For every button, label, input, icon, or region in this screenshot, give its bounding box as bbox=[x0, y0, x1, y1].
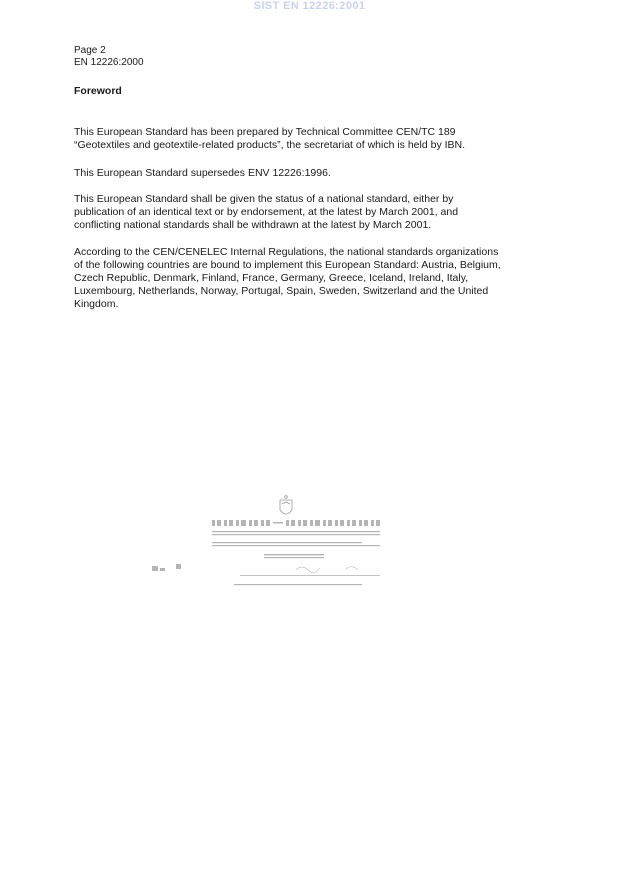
paragraph-line: This European Standard has been prepared by Technical Committee CEN/TC 189 bbox=[74, 126, 456, 138]
paragraph-line: This European Standard shall be given the status of a national standard, either by bbox=[74, 193, 454, 205]
page-number: Page 2 bbox=[74, 45, 106, 56]
paragraph-line: conflicting national standards shall be withdrawn at the latest by March 2001. bbox=[74, 219, 432, 231]
paragraph-line: of the following countries are bound to implement this European Standard: Austria, Belgium, bbox=[74, 259, 501, 271]
paragraph-line: “Geotextiles and geotextile-related products”, the secretariat of which is held by IBN. bbox=[74, 139, 466, 151]
paragraph-countries bbox=[74, 246, 554, 311]
document-watermark: SIST EN 12226:2001 bbox=[253, 0, 366, 12]
paragraph-status bbox=[74, 193, 554, 232]
section-title: Foreword bbox=[74, 85, 122, 97]
paragraph-line: Kingdom. bbox=[74, 298, 119, 310]
paragraph-line: According to the CEN/CENELEC Internal Regulations, the national standards organizations bbox=[74, 246, 499, 258]
paragraph-line: publication of an identical text or by endorsement, at the latest by March 2001, and bbox=[74, 206, 459, 218]
official-seal-stamp-icon bbox=[146, 494, 396, 594]
document-id: EN 12226:2000 bbox=[74, 57, 144, 68]
paragraph-supersedes: This European Standard supersedes ENV 12226:1996. bbox=[74, 167, 331, 179]
paragraph-committee bbox=[74, 126, 554, 152]
page-header bbox=[74, 45, 144, 69]
paragraph-line: Czech Republic, Denmark, Finland, France, Germany, Greece, Iceland, Ireland, Italy, bbox=[74, 272, 469, 284]
paragraph-line: Luxembourg, Netherlands, Norway, Portugal, Spain, Sweden, Switzerland and the United bbox=[74, 285, 489, 297]
